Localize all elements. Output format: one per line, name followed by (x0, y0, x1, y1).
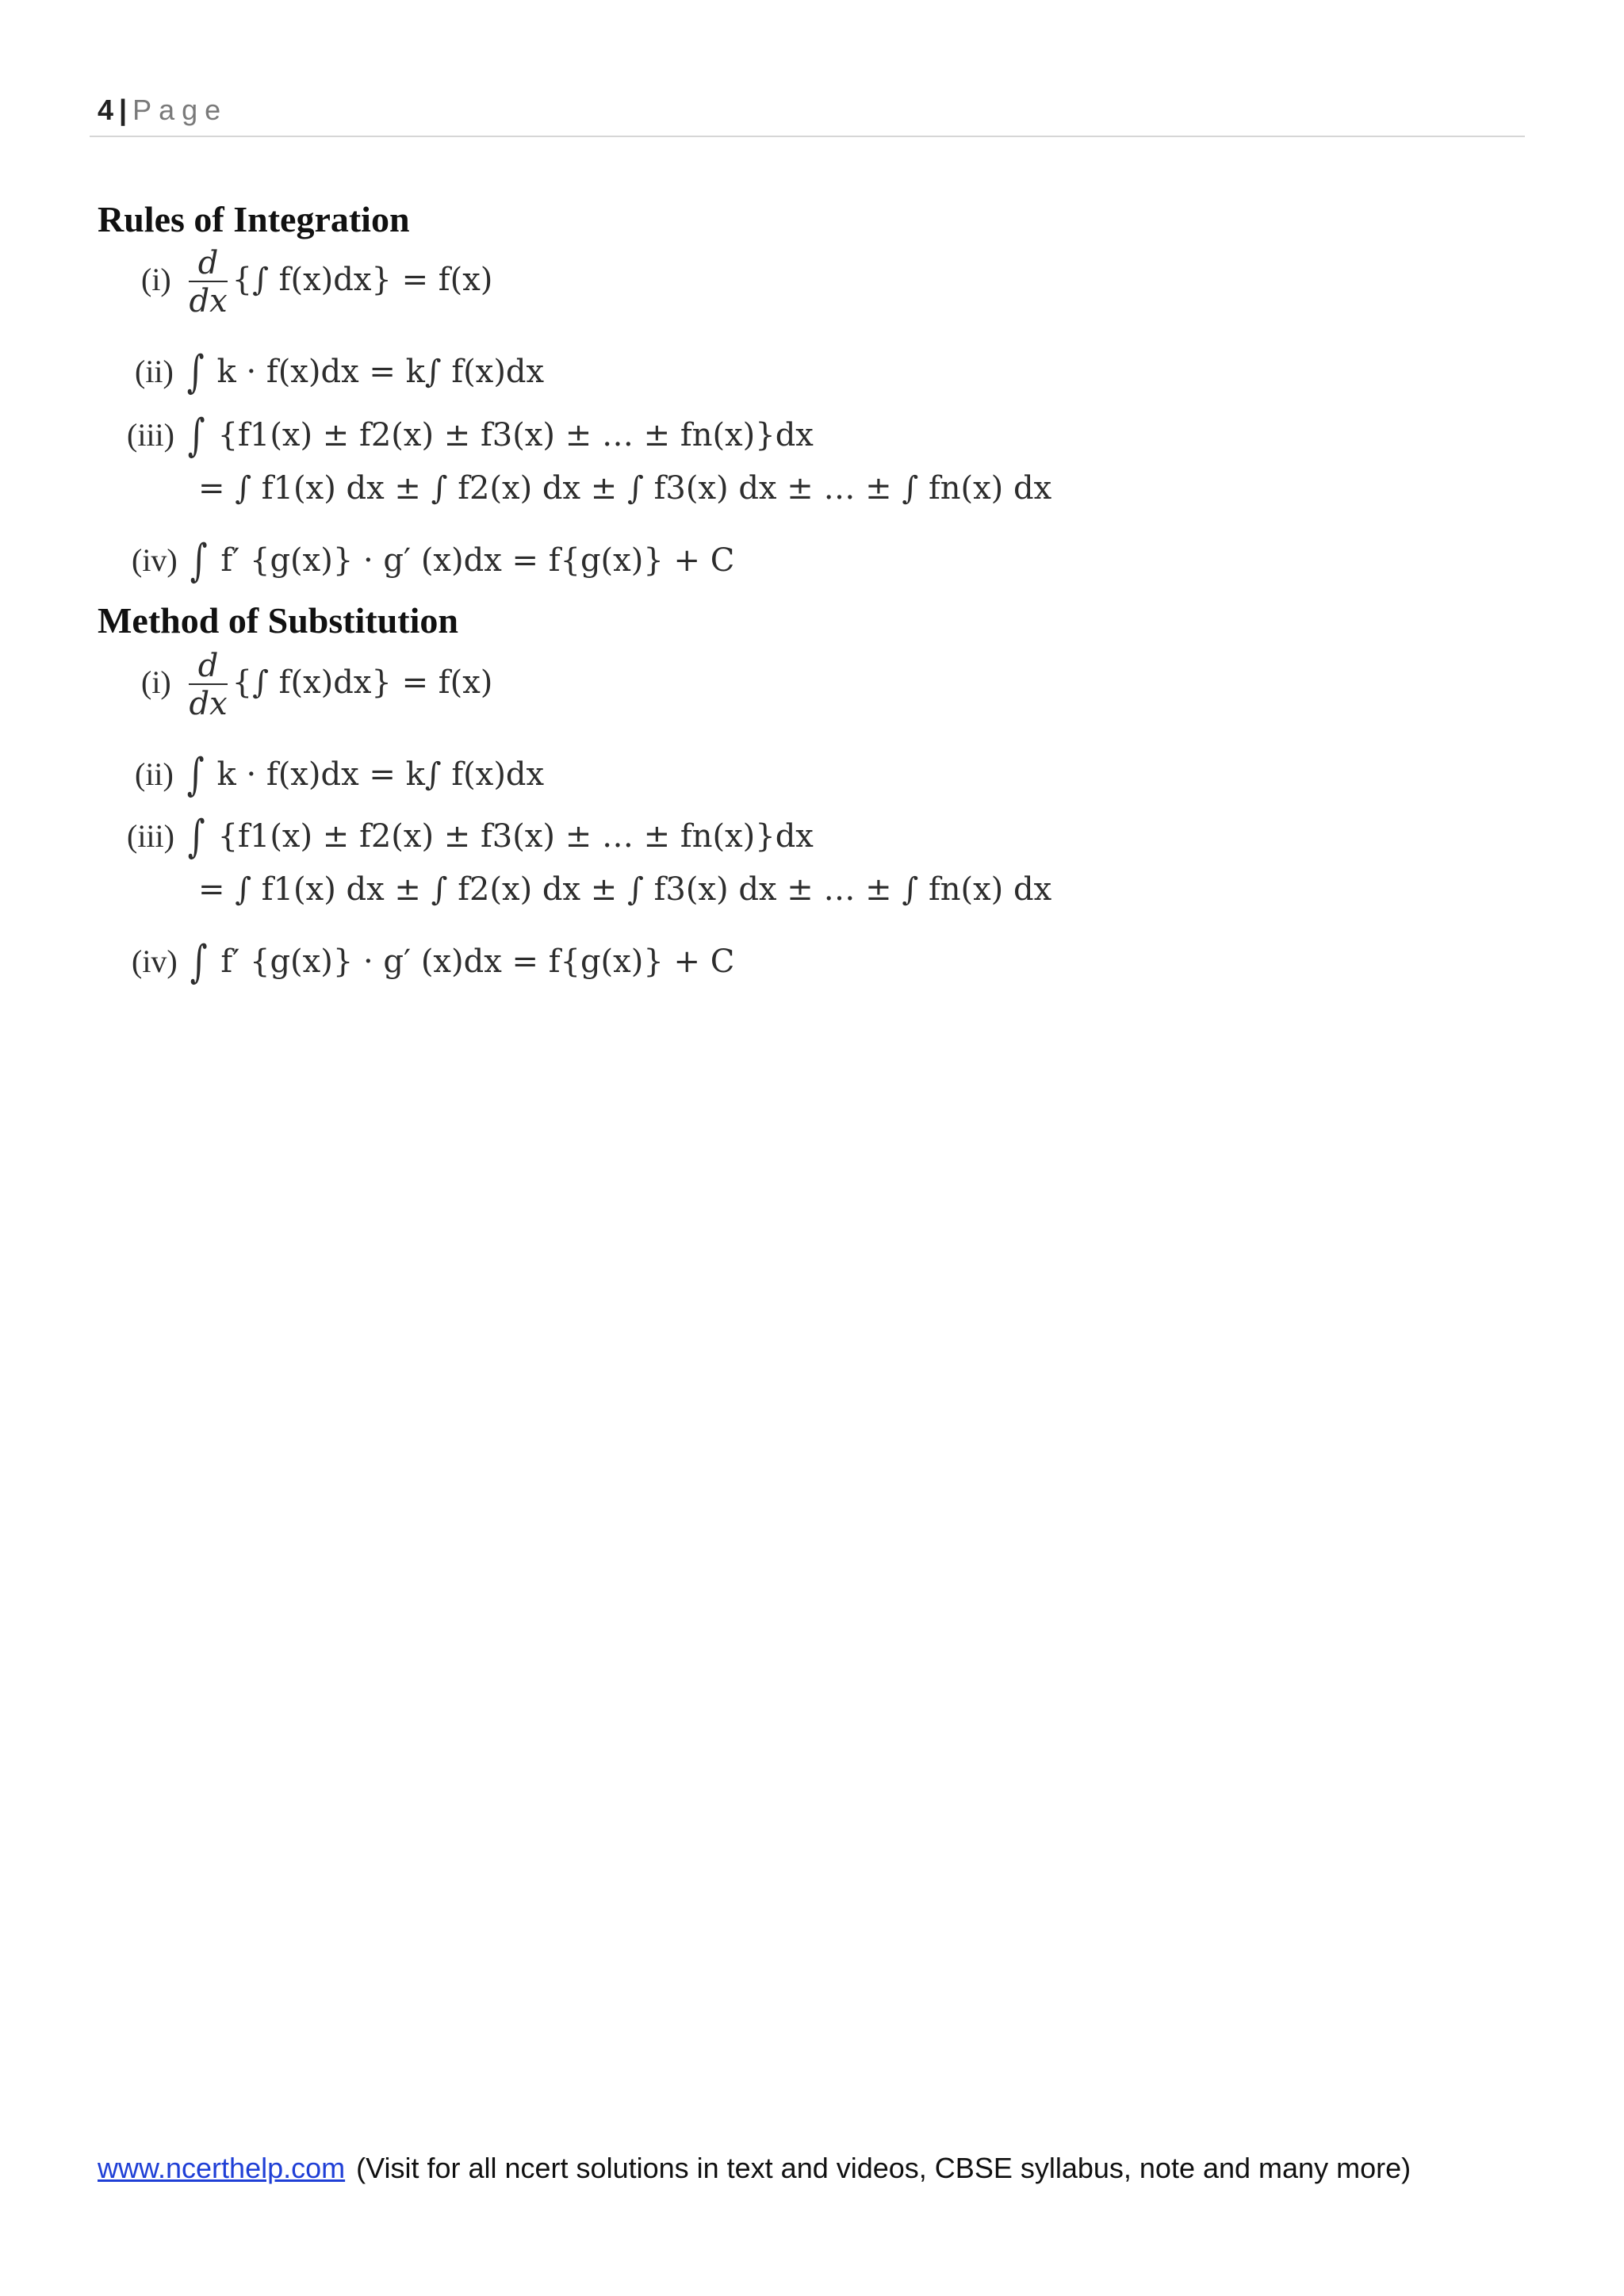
header-divider (90, 136, 1525, 137)
derivative-fraction: $\frac{d}{dx}$ (189, 245, 228, 320)
page-footer (98, 2152, 1411, 2185)
formula-expression: {f1(x) ± f2(x) ± f3(x) ± … ± fn(x)}dx (217, 417, 814, 453)
page-separator: | (119, 94, 128, 126)
formula-rule-2: (ii) ∫ k · f(x)dx = k∫ f(x)dx (135, 346, 545, 398)
formula-substitution-rule-3-continuation: = ∫ f1(x) dx ± ∫ f2(x) dx ± ∫ f3(x) dx ± … ± ∫ fn(x) dx (198, 871, 1052, 908)
section-title-rules-of-integration: Rules of Integration (98, 199, 410, 239)
page-word: Page (132, 94, 228, 126)
formula-rule-3: (iii) ∫ {f1(x) ± f2(x) ± f3(x) ± … ± fn(x)}dx (127, 410, 814, 461)
formula-rule-4: (iv) ∫ f′ {g(x)} · g′ (x)dx = f{g(x)} + C (132, 535, 735, 587)
formula-expression: k · f(x)dx = k∫ f(x)dx (216, 756, 545, 793)
integral-sign: ∫ (187, 410, 205, 461)
formula-substitution-rule-3: (iii) ∫ {f1(x) ± f2(x) ± f3(x) ± … ± fn(x)}dx (127, 811, 814, 863)
integral-sign: ∫ (187, 811, 205, 863)
integral-sign: ∫ (190, 535, 209, 587)
formula-substitution-rule-4: (iv) ∫ f′ {g(x)} · g′ (x)dx = f{g(x)} + C (132, 936, 735, 988)
footer-description: (Visit for all ncert solutions in text and videos, CBSE syllabus, note and many more) (356, 2152, 1411, 2184)
ncerthelp-link[interactable]: www.ncerthelp.com (98, 2152, 346, 2184)
formula-substitution-rule-2: (ii) ∫ k · f(x)dx = k∫ f(x)dx (135, 749, 545, 801)
integral-sign: ∫ (186, 346, 205, 398)
formula-expression: k · f(x)dx = k∫ f(x)dx (216, 354, 545, 390)
formula-expression: {∫ f(x)dx} = f(x) (232, 262, 493, 298)
formula-expression: f′ {g(x)} · g′ (x)dx = f{g(x)} + C (220, 943, 735, 980)
page-header (98, 94, 228, 127)
formula-expression: {f1(x) ± f2(x) ± f3(x) ± … ± fn(x)}dx (217, 818, 814, 855)
derivative-fraction: $\frac{d}{dx}$ (189, 648, 228, 722)
integral-sign: ∫ (190, 936, 209, 988)
formula-substitution-rule-1: (i) $\frac{d}{dx}$ {∫ f(x)dx} = f(x) (141, 648, 493, 722)
formula-rule-1: (i) $\frac{d}{dx}$ {∫ f(x)dx} = f(x) (141, 245, 493, 320)
section-title-method-of-substitution: Method of Substitution (98, 600, 458, 641)
formula-expression: f′ {g(x)} · g′ (x)dx = f{g(x)} + C (220, 542, 735, 579)
formula-expression: {∫ f(x)dx} = f(x) (232, 664, 493, 701)
formula-rule-3-continuation: = ∫ f1(x) dx ± ∫ f2(x) dx ± ∫ f3(x) dx ± … ± ∫ fn(x) dx (198, 470, 1052, 507)
integral-sign: ∫ (186, 749, 205, 801)
page-number: 4 (98, 94, 115, 126)
